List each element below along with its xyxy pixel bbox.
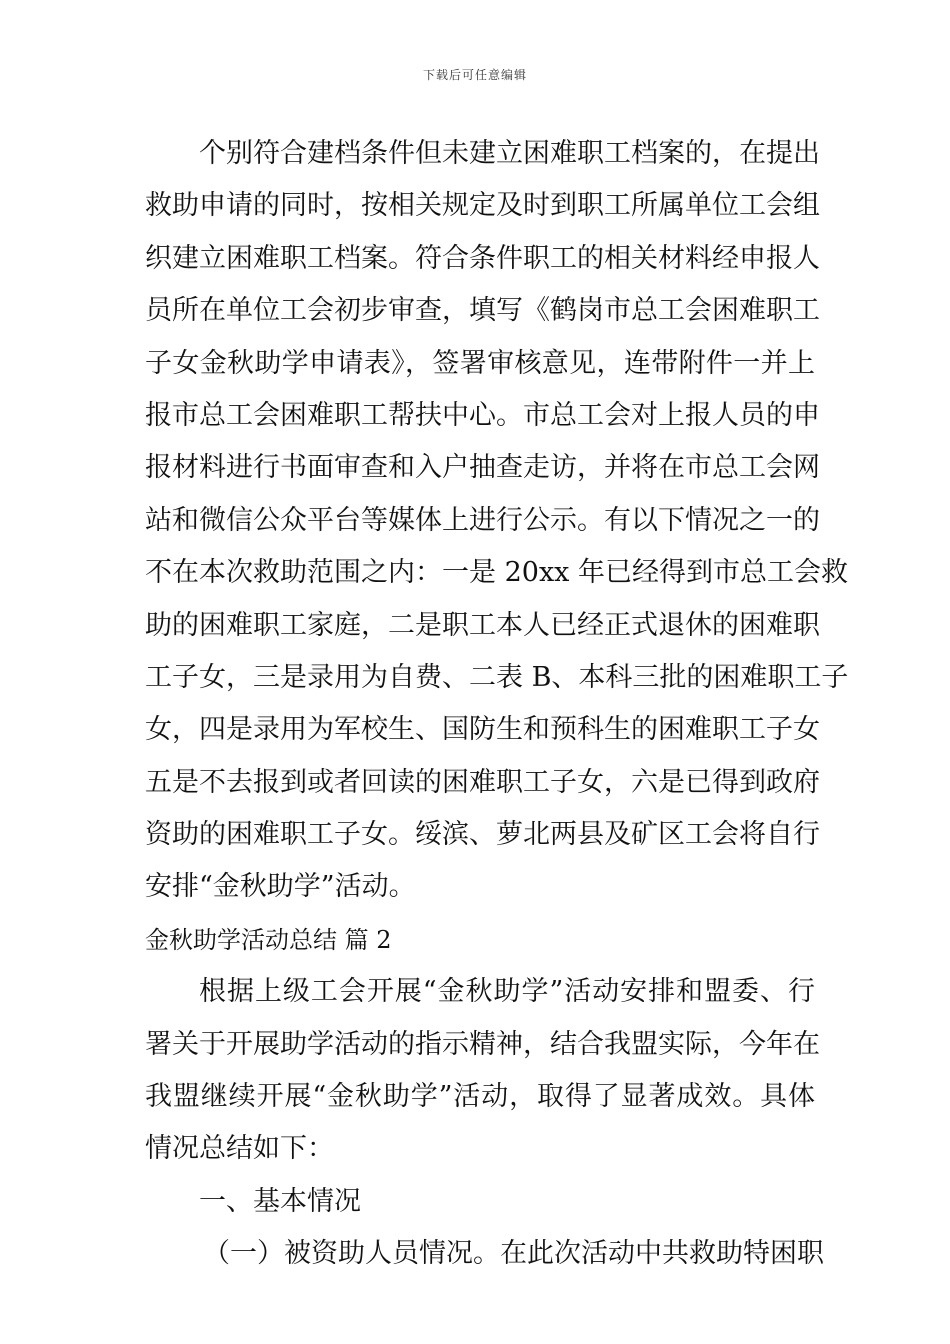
paragraph-2: [145, 966, 820, 1176]
paragraph-line: 资助的困难职工子女。绥滨、萝北两县及矿区工会将自行: [145, 819, 820, 851]
heading-basic-info: 一、基本情况: [199, 1185, 361, 1217]
paragraph-line: 署关于开展助学活动的指示精神，结合我盟实际，今年在: [145, 1028, 820, 1060]
document-body: [145, 128, 849, 1281]
paragraph-3-line: （一）被资助人员情况。在此次活动中共救助特困职: [203, 1238, 824, 1270]
paragraph-line: 我盟继续开展“金秋助学”活动，取得了显著成效。具体: [145, 1081, 815, 1113]
paragraph-line: 女，四是录用为军校生、国防生和预科生的困难职工子女: [145, 714, 820, 746]
paragraph-line: 助的困难职工家庭，二是职工本人已经正式退休的困难职: [145, 609, 820, 641]
paragraph-line: 站和微信公众平台等媒体上进行公示。有以下情况之一的: [145, 504, 820, 536]
paragraph-line: 不在本次救助范围之内：一是 20xx 年已经得到市总工会救: [145, 557, 848, 589]
paragraph-line: 报市总工会困难职工帮扶中心。市总工会对上报人员的申: [145, 399, 820, 431]
paragraph-line: 根据上级工会开展“金秋助学”活动安排和盟委、行: [199, 976, 815, 1008]
paragraph-line: 安排“金秋助学”活动。: [145, 871, 416, 903]
paragraph-line: 报材料进行书面审查和入户抽查走访，并将在市总工会网: [145, 452, 820, 484]
page-header: 下载后可任意编辑: [422, 68, 527, 82]
paragraph-1: [145, 128, 849, 914]
paragraph-line: 五是不去报到或者回读的困难职工子女，六是已得到政府: [145, 766, 820, 798]
paragraph-line: 个别符合建档条件但未建立困难职工档案的，在提出: [199, 138, 820, 169]
paragraph-line: 情况总结如下：: [145, 1133, 334, 1165]
paragraph-line: 工子女，三是录用为自费、二表 B、本科三批的困难职工子: [145, 661, 849, 693]
paragraph-line: 织建立困难职工档案。符合条件职工的相关材料经申报人: [145, 242, 820, 274]
paragraph-line: 子女金秋助学申请表》，签署审核意见，连带附件一并上: [145, 347, 815, 379]
paragraph-line: 员所在单位工会初步审查，填写《鹤岗市总工会困难职工: [145, 295, 820, 327]
paragraph-line: 救助申请的同时，按相关规定及时到职工所属单位工会组: [145, 190, 820, 222]
section-title: 金秋助学活动总结 篇 2: [145, 925, 392, 954]
